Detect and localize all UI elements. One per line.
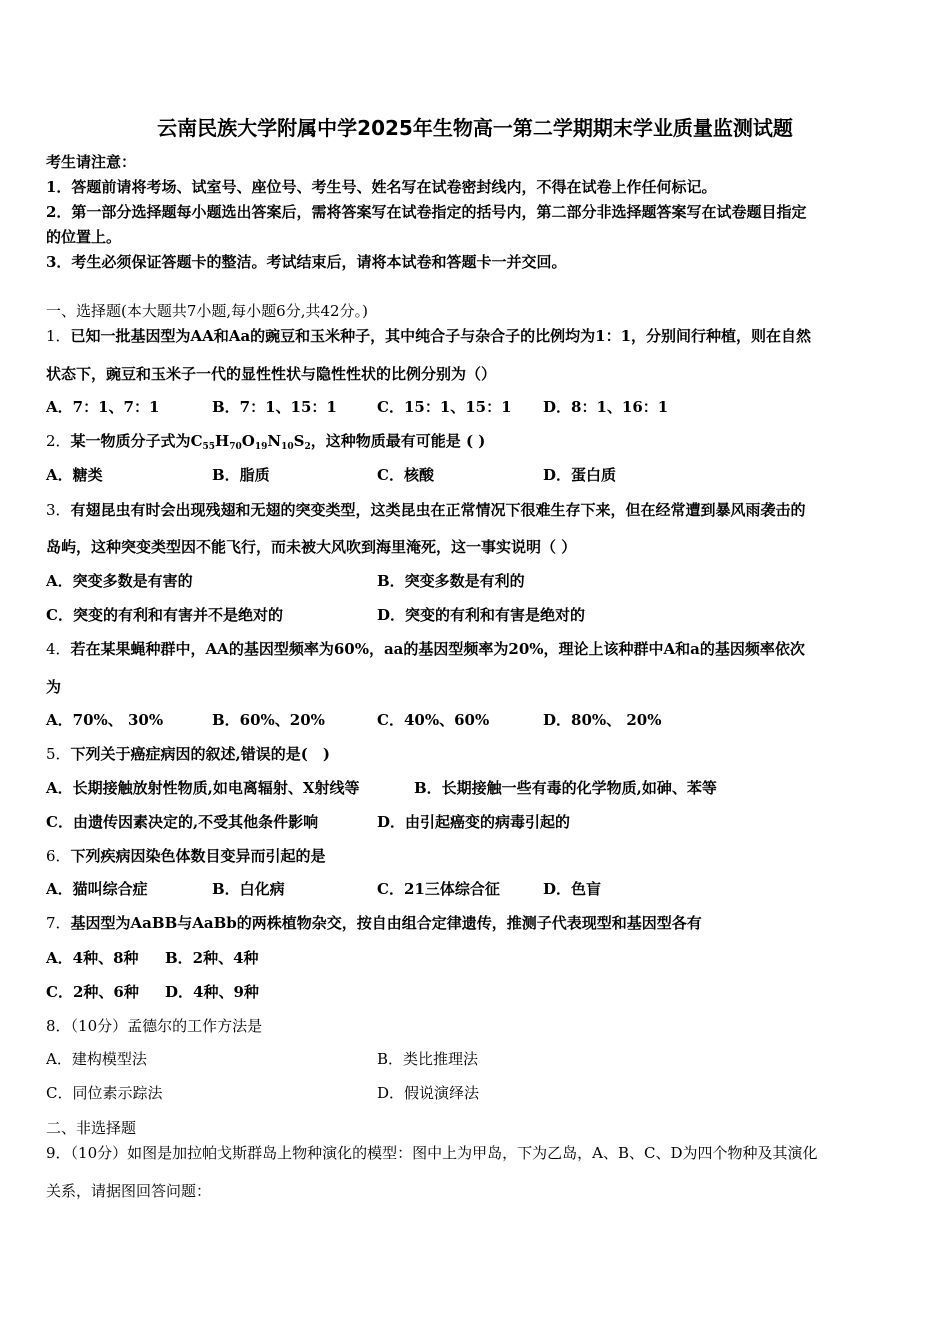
q6-option-a[interactable]: A．猫叫综合症: [46, 880, 148, 898]
q2-option-d[interactable]: D．蛋白质: [543, 466, 617, 484]
question-number: 5．: [46, 745, 71, 763]
q3-option-b[interactable]: B．突变多数是有利的: [377, 572, 525, 590]
q4-option-c[interactable]: C．40%、60%: [377, 711, 490, 729]
question-number: 7．: [46, 914, 71, 932]
q6-option-c[interactable]: C．21三体综合征: [377, 880, 500, 898]
question-number: 8．: [46, 1017, 71, 1035]
question-number: 9．: [46, 1144, 71, 1162]
notice-item-2: 2．第一部分选择题每小题选出答案后，需将答案写在试卷指定的括号内，第二部分非选择题答案写在试卷题目指定: [46, 203, 807, 221]
q8-option-a[interactable]: A．建构模型法: [46, 1050, 147, 1068]
question-text: 孟德尔的工作方法是: [127, 1017, 263, 1035]
q5-option-d[interactable]: D．由引起癌变的病毒引起的: [377, 813, 571, 831]
section-choice-heading: 一、选择题(本大题共7小题,每小题6分,共42分。): [46, 302, 368, 320]
question-score: （10分）: [70, 1017, 128, 1035]
q2-option-b[interactable]: B．脂质: [212, 466, 270, 484]
question-number: 4．: [46, 640, 71, 658]
question-text: 如图是加拉帕戈斯群岛上物种演化的模型：图中上为甲岛，下为乙岛，A、B、C、D为四个物种及其演化: [127, 1144, 818, 1162]
question-text: 某一物质分子式为: [70, 432, 191, 450]
q4-option-a[interactable]: A．70%、 30%: [46, 711, 164, 729]
question-8: [46, 1017, 262, 1035]
question-3: [46, 501, 806, 519]
q7-option-b[interactable]: B．2种、4种: [165, 949, 259, 967]
question-4: [46, 640, 805, 658]
question-text: 已知一批基因型为AA和Aa的豌豆和玉米种子，其中纯合子与杂合子的比例均为1：1，分别间行种植，则在自然: [70, 327, 812, 345]
notice-heading: 考生请注意：: [46, 153, 137, 171]
question-number: 1．: [46, 327, 71, 345]
q7-option-d[interactable]: D．4种、9种: [165, 983, 259, 1001]
question-9-cont: 关系，请据图回答问题：: [46, 1182, 212, 1200]
question-text: 基因型为AaBB与AaBb的两株植物杂交，按自由组合定律遗传，推测子代表现型和基因型各有: [70, 914, 702, 932]
question-number: 3．: [46, 501, 71, 519]
q4-option-d[interactable]: D．80%、 20%: [543, 711, 662, 729]
question-7: [46, 914, 702, 932]
question-4-cont: 为: [46, 678, 62, 696]
question-number: 6．: [46, 847, 71, 865]
q6-option-b[interactable]: B．白化病: [212, 880, 285, 898]
question-text-end: ，这种物质最有可能是 ( ): [310, 432, 486, 450]
q7-option-a[interactable]: A．4种、8种: [46, 949, 139, 967]
q4-option-b[interactable]: B．60%、20%: [212, 711, 325, 729]
q3-option-d[interactable]: D．突变的有利和有害是绝对的: [377, 606, 586, 624]
question-9: [46, 1144, 818, 1162]
q2-option-c[interactable]: C．核酸: [377, 466, 434, 484]
question-6: [46, 847, 326, 865]
question-5: [46, 745, 330, 763]
molecular-formula: $C_{55}H_{70}O_{19}N_{10}S_2$: [190, 432, 311, 452]
question-2: [46, 432, 485, 450]
question-1: [46, 327, 811, 345]
question-text: 若在某果蝇种群中，AA的基因型频率为60%，aa的基因型频率为20%，理论上该种群中A和a的基因频率依次: [70, 640, 805, 658]
question-text: 有翅昆虫有时会出现残翅和无翅的突变类型，这类昆虫在正常情况下很难生存下来，但在经常遭到暴风雨袭击的: [70, 501, 806, 519]
q8-option-b[interactable]: B．类比推理法: [377, 1050, 479, 1068]
q7-option-c[interactable]: C．2种、6种: [46, 983, 139, 1001]
q1-option-c[interactable]: C．15：1、15：1: [377, 398, 512, 416]
q8-option-d[interactable]: D．假说演绎法: [377, 1084, 480, 1102]
notice-item-3: 3．考生必须保证答题卡的整洁。考试结束后，请将本试卷和答题卡一并交回。: [46, 253, 567, 271]
question-number: 2．: [46, 432, 71, 450]
section-nonchoice-heading: 二、非选择题: [46, 1119, 137, 1137]
question-3-cont: 岛屿，这种突变类型因不能飞行，而未被大风吹到海里淹死，这一事实说明（ ）: [46, 538, 577, 556]
q2-option-a[interactable]: A．糖类: [46, 466, 103, 484]
q1-option-a[interactable]: A．7：1、7：1: [46, 398, 160, 416]
q5-option-c[interactable]: C．由遗传因素决定的,不受其他条件影响: [46, 813, 319, 831]
question-text: 下列关于癌症病因的叙述,错误的是( ): [70, 745, 330, 763]
q8-option-c[interactable]: C．同位素示踪法: [46, 1084, 163, 1102]
q5-option-b[interactable]: B．长期接触一些有毒的化学物质,如砷、苯等: [414, 779, 717, 797]
notice-item-1: 1．答题前请将考场、试室号、座位号、考生号、姓名写在试卷密封线内，不得在试卷上作任何标记。: [46, 178, 717, 196]
question-score: （10分）: [70, 1144, 128, 1162]
notice-item-2-cont: 的位置上。: [46, 228, 122, 246]
q3-option-a[interactable]: A．突变多数是有害的: [46, 572, 193, 590]
q1-option-d[interactable]: D．8：1、16：1: [543, 398, 669, 416]
exam-title: 云南民族大学附属中学2025年生物高一第二学期期末学业质量监测试题: [157, 116, 793, 140]
question-1-cont: 状态下，豌豆和玉米子一代的显性性状与隐性性状的比例分别为（）: [46, 365, 497, 383]
q5-option-a[interactable]: A．长期接触放射性物质,如电离辐射、X射线等: [46, 779, 360, 797]
q3-option-c[interactable]: C．突变的有利和有害并不是绝对的: [46, 606, 283, 624]
q6-option-d[interactable]: D．色盲: [543, 880, 602, 898]
q1-option-b[interactable]: B．7：1、15：1: [212, 398, 337, 416]
question-text: 下列疾病因染色体数目变异而引起的是: [70, 847, 326, 865]
